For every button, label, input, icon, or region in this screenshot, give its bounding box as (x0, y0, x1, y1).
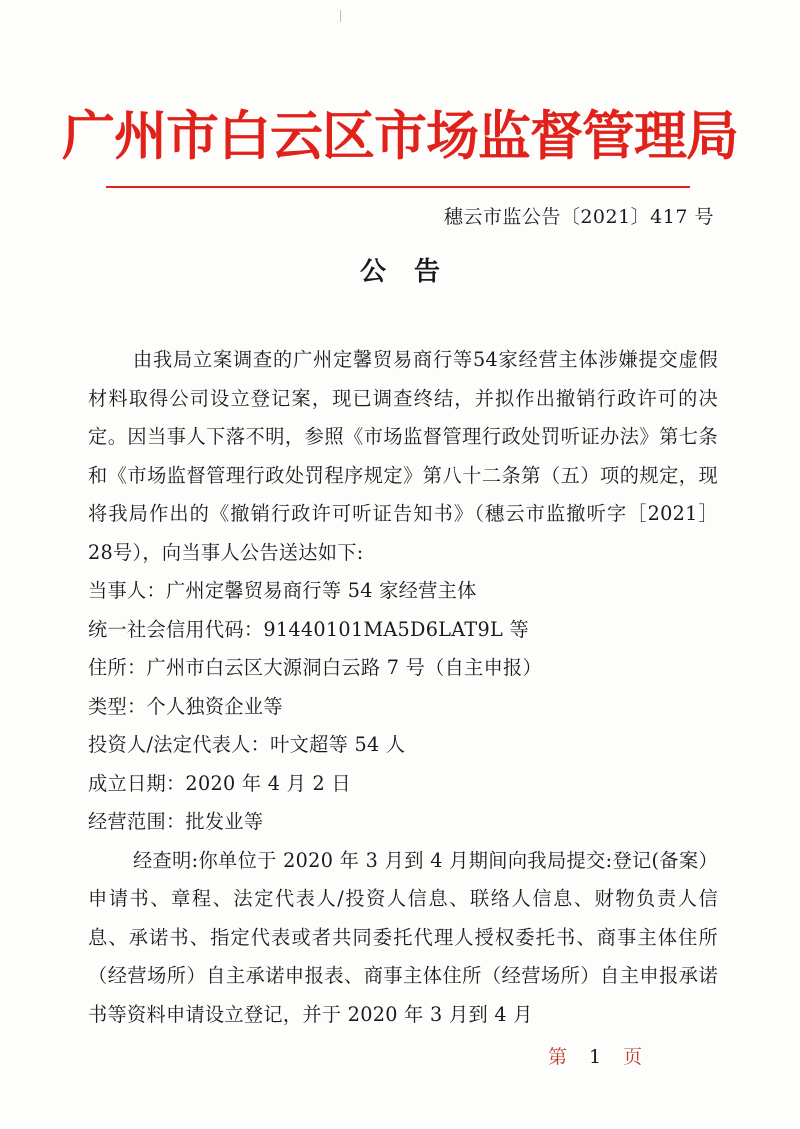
notice-body (88, 341, 718, 1034)
document-number: 穗云市监公告〔2021〕417 号 (443, 206, 714, 228)
header-divider (106, 186, 690, 188)
notice-heading: 公告 (359, 257, 468, 287)
page-number: 1 (589, 1046, 602, 1068)
field-type: 类型：个人独资企业等 (88, 694, 283, 718)
field-scope: 经营范围：批发业等 (88, 810, 264, 833)
field-established: 成立日期：2020 年 4 月 2 日 (88, 771, 351, 795)
page-prefix: 第 (548, 1046, 568, 1068)
field-party: 当事人：广州定馨贸易商行等 54 家经营主体 (88, 579, 477, 602)
field-credit-code: 统一社会信用代码：91440101MA5D6LAT9L 等 (88, 617, 529, 641)
org-title: 广州市白云区市场监督管理局 (62, 105, 738, 167)
scan-mark (340, 10, 341, 22)
field-address: 住所：广州市白云区大源洞白云路 7 号（自主申报） (88, 656, 543, 679)
page-footer (548, 1043, 642, 1071)
findings-paragraph: 经查明:你单位于 2020 年 3 月到 4 月期间向我局提交:登记(备案）申请书、章程、法定代表人/投资人信息、联络人信息、财物负责人信息、承诺书、指定代表或者共同委托代理人授权委托书、商事主体住所（经营场所）自主承诺申报表、商事主体住所（经营场所）自主申报承诺书等资料申请设立登记，并于 2020 年 3 月到 4 月 (88, 848, 718, 1026)
field-investor: 投资人/法定代表人：叶文超等 54 人 (88, 733, 406, 756)
intro-paragraph: 由我局立案调查的广州定馨贸易商行等54家经营主体涉嫌提交虚假材料取得公司设立登记案，现已调查终结，并拟作出撤销行政许可的决定。因当事人下落不明，参照《市场监督管理行政处罚听证办法》第七条和《市场监督管理行政处罚程序规定》第八十二条第（五）项的规定，现将我局作出的《撤销行政许可听证告知书》（穗云市监撤听字［2021］28号），向当事人公告送达如下: (88, 348, 718, 564)
page-suffix: 页 (623, 1046, 643, 1068)
